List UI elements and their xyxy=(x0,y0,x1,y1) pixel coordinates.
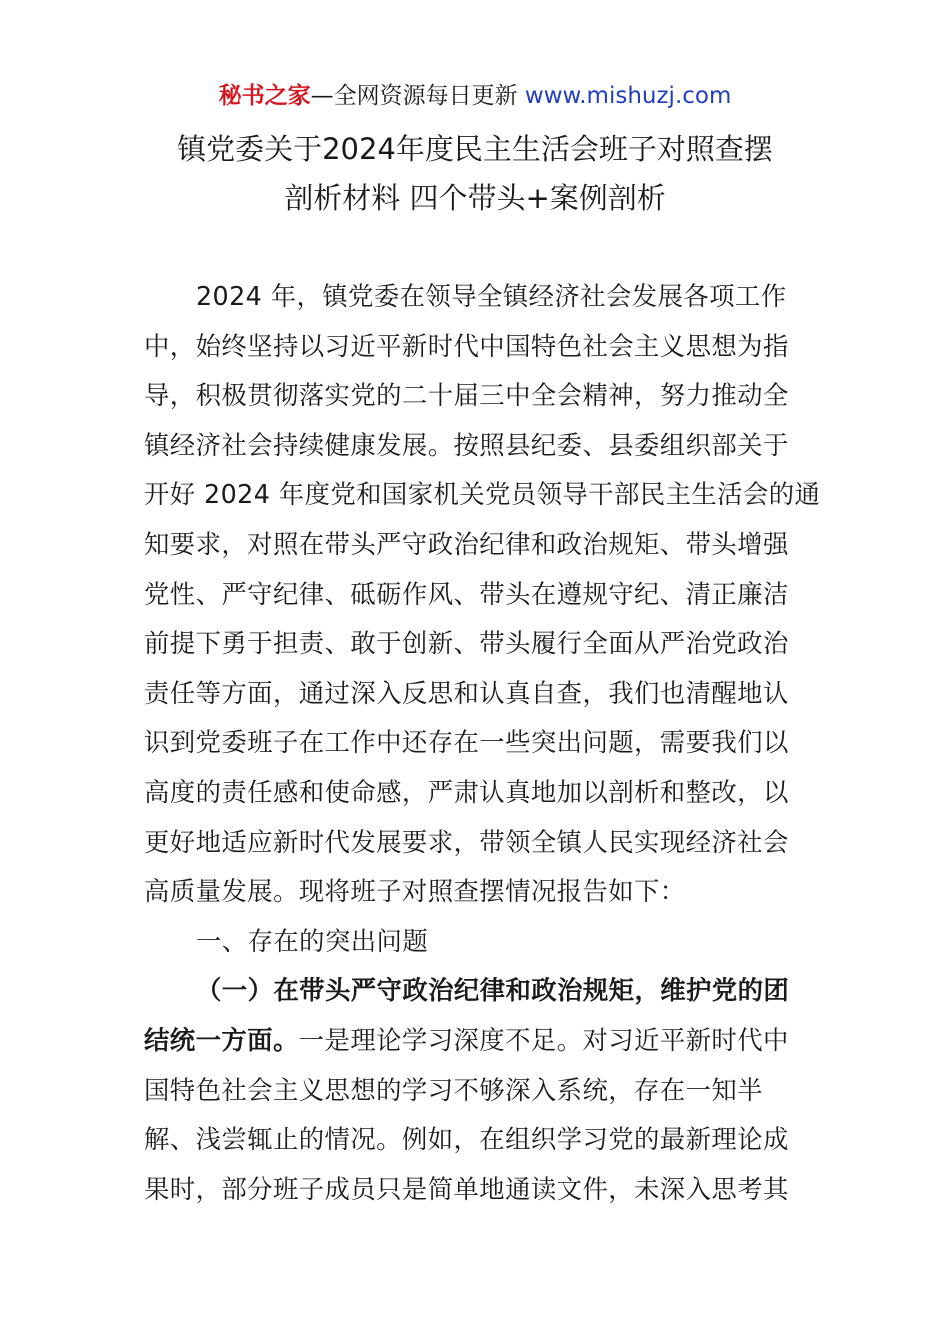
paragraph-line: 解、浅尝辄止的情况。例如，在组织学习党的最新理论成 xyxy=(144,1124,789,1155)
brand-name: 秘书之家 xyxy=(218,83,311,109)
title-line-2: 剖析材料 四个带头+案例剖析 xyxy=(284,181,666,215)
paragraph-line: 导，积极贯彻落实党的二十届三中全会精神，努力推动全 xyxy=(144,380,789,411)
paragraph-line: 2024 年，镇党委在领导全镇经济社会发展各项工作 xyxy=(196,281,787,311)
paragraph-line xyxy=(144,1016,808,1066)
site-url[interactable]: www.mishuzj.com xyxy=(524,83,732,109)
paragraph-line: 果时，部分班子成员只是简单地通读文件，未深入思考其 xyxy=(144,1173,789,1204)
paragraph-line: 更好地适应新时代发展要求，带领全镇人民实现经济社会 xyxy=(144,826,789,857)
section-heading: 一、存在的突出问题 xyxy=(196,925,429,956)
site-header xyxy=(0,80,950,112)
paragraph-line: 识到党委班子在工作中还存在一些突出问题，需要我们以 xyxy=(144,727,789,758)
header-tagline: —全网资源每日更新 xyxy=(310,83,525,109)
paragraph-line: 中，始终坚持以习近平新时代中国特色社会主义思想为指 xyxy=(144,330,789,361)
paragraph-line: 前提下勇于担责、敢于创新、带头履行全面从严治党政治 xyxy=(144,628,789,659)
paragraph-line: 责任等方面，通过深入反思和认真自查，我们也清醒地认 xyxy=(144,677,789,708)
paragraph-line: 镇经济社会持续健康发展。按照县纪委、县委组织部关于 xyxy=(144,429,789,460)
title-line-1: 镇党委关于2024年度民主生活会班子对照查摆 xyxy=(177,132,773,166)
document-title xyxy=(90,125,860,223)
paragraph-line: 高质量发展。现将班子对照查摆情况报告如下： xyxy=(144,876,686,907)
paragraph-line: 国特色社会主义思想的学习不够深入系统，存在一知半 xyxy=(144,1074,763,1105)
paragraph-text: 一是理论学习深度不足。对习近平新时代中 xyxy=(298,1024,789,1055)
paragraph-line: 党性、严守纪律、砥砺作风、带头在遵规守纪、清正廉洁 xyxy=(144,578,789,609)
sub-heading: （一）在带头严守政治纪律和政治规矩，维护党的团 xyxy=(196,975,790,1006)
paragraph-line: 开好 2024 年度党和国家机关党员领导干部民主生活会的通 xyxy=(144,479,821,510)
document-body xyxy=(144,272,821,1214)
sub-heading-end: 结统一方面。 xyxy=(144,1024,299,1055)
paragraph-line: 知要求，对照在带头严守政治纪律和政治规矩、带头增强 xyxy=(144,528,789,559)
paragraph-line: 高度的责任感和使命感，严肃认真地加以剖析和整改，以 xyxy=(144,776,789,807)
